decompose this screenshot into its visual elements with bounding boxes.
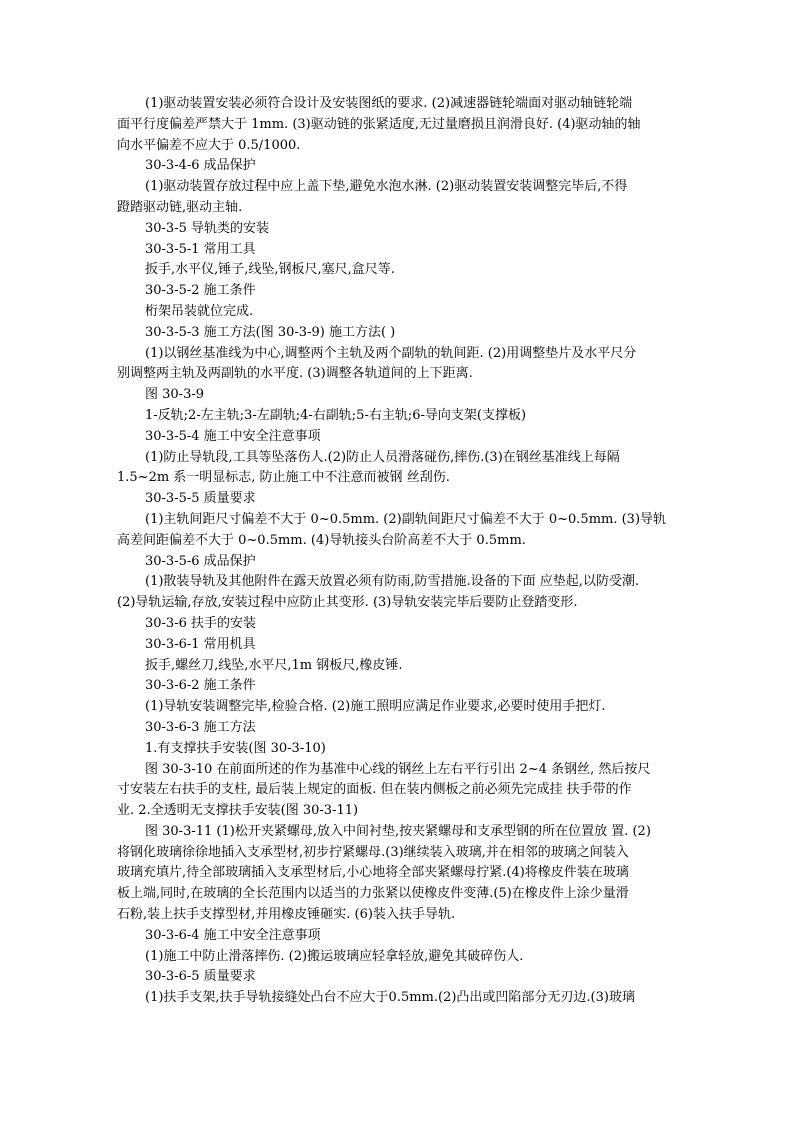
section-heading: 30-3-5-2 施工条件 bbox=[145, 283, 256, 299]
text-line: 向水平偏差不应大于 0.5/1000. bbox=[117, 137, 301, 153]
section-heading: 30-3-5-5 质量要求 bbox=[145, 491, 256, 507]
text-line: 1.有支撑扶手安装(图 30-3-10) bbox=[145, 740, 326, 756]
section-heading: 30-3-5-1 常用工具 bbox=[145, 241, 256, 257]
section-heading: 30-3-5 导轨类的安装 bbox=[145, 220, 270, 236]
text-line: (1)防止导轨段,工具等坠落伤人.(2)防止人员滑落碰伤,摔伤.(3)在钢丝基准线上每隔 bbox=[145, 449, 620, 465]
text-line: (1)驱动装置安装必须符合设计及安装图纸的要求. (2)减速器链轮端面对驱动轴链轮端 bbox=[145, 96, 633, 111]
text-line: 板上端,同时,在玻璃的全长范围内以适当的力张紧以使橡皮件变薄.(5)在橡皮件上涂少量滑 bbox=[117, 886, 629, 902]
text-line: (2)导轨运输,存放,安装过程中应防止其变形. (3)导轨安装完毕后要防止登踏变形. bbox=[117, 595, 578, 611]
text-line: 业. 2.全透明无支撑扶手安装(图 30-3-11) bbox=[117, 803, 359, 819]
section-heading: 30-3-4-6 成品保护 bbox=[145, 158, 256, 174]
text-line: 寸安装左右扶手的支柱, 最后装上规定的面板. 但在装内侧板之前必须先完成挂 扶手带的作 bbox=[117, 782, 632, 798]
section-heading: 30-3-6-4 施工中安全注意事项 bbox=[145, 927, 321, 943]
text-line: (1)导轨安装调整完毕,检验合格. (2)施工照明应满足作业要求,必要时使用手把灯. bbox=[145, 699, 606, 715]
text-line: 扳手,水平仪,锤子,线坠,钢板尺,塞尺,盒尺等. bbox=[145, 262, 395, 278]
text-line: 石粉,装上扶手支撑型材,并用橡皮锤砸实. (6)装入扶手导轨. bbox=[117, 907, 456, 923]
section-heading: 30-3-6-1 常用机具 bbox=[145, 636, 256, 652]
document-body bbox=[117, 94, 685, 1009]
text-line: 桁架吊装就位完成. bbox=[145, 303, 254, 319]
text-line: 扳手,螺丝刀,线坠,水平尺,1m 钢板尺,橡皮锤. bbox=[145, 657, 403, 673]
text-line: 1.5~2m 系一明显标志, 防止施工中不注意而被钢 丝刮伤. bbox=[117, 470, 450, 486]
section-heading: 30-3-6-2 施工条件 bbox=[145, 678, 256, 694]
text-line: 图 30-3-10 在前面所述的作为基准中心线的钢丝上左右平行引出 2~4 条钢丝, 然后按尺 bbox=[145, 761, 651, 777]
text-line: 别调整两主轨及两副轨的水平度. (3)调整各轨道间的上下距离. bbox=[117, 366, 473, 382]
text-line: 将钢化玻璃徐徐地插入支承型材,初步拧紧螺母.(3)继续装入玻璃,并在相邻的玻璃之间装入 bbox=[117, 844, 629, 860]
section-heading: 30-3-5-6 成品保护 bbox=[145, 553, 256, 569]
text-line: (1)施工中防止滑落摔伤. (2)搬运玻璃应轻拿轻放,避免其破碎伤人. bbox=[145, 948, 524, 964]
text-line: 玻璃充填片,待全部玻璃插入支承型材后,小心地将全部夹紧螺母拧紧.(4)将橡皮件装在玻璃 bbox=[117, 865, 629, 881]
text-line: (1)以钢丝基准线为中心,调整两个主轨及两个副轨的轨间距. (2)用调整垫片及水平尺分 bbox=[145, 345, 637, 361]
text-line: (1)扶手支架,扶手导轨接缝处凸台不应大于0.5mm.(2)凸出或凹陷部分无刃边.(3)玻璃 bbox=[145, 990, 635, 1006]
section-heading: 30-3-6-3 施工方法 bbox=[145, 719, 256, 735]
text-line: 高差间距偏差不大于 0~0.5mm. (4)导轨接头台阶高差不大于 0.5mm. bbox=[117, 532, 526, 548]
section-heading: 30-3-5-4 施工中安全注意事项 bbox=[145, 428, 321, 444]
figure-caption: 图 30-3-9 bbox=[145, 387, 205, 403]
section-heading: 30-3-6-5 质量要求 bbox=[145, 969, 256, 985]
text-line: 图 30-3-11 (1)松开夹紧螺母,放入中间衬垫,按夹紧螺母和支承型钢的所在位置放 置. (2) bbox=[145, 823, 651, 839]
text-line: 面平行度偏差严禁大于 1mm. (3)驱动链的张紧适度,无过量磨损且润滑良好. (4)驱动轴的轴 bbox=[117, 116, 641, 132]
text-line: (1)主轨间距尺寸偏差不大于 0~0.5mm. (2)副轨间距尺寸偏差不大于 0~0.5mm. (3)导轨 bbox=[145, 511, 667, 527]
text-line: (1)散装导轨及其他附件在露天放置必须有防雨,防雪措施.设备的下面 应垫起,以防受潮. bbox=[145, 574, 640, 590]
section-heading: 30-3-5-3 施工方法(图 30-3-9) 施工方法( ) bbox=[145, 324, 396, 340]
section-heading: 30-3-6 扶手的安装 bbox=[145, 615, 257, 631]
text-line: 蹬踏驱动链,驱动主轴. bbox=[117, 199, 243, 215]
figure-legend: 1-反轨;2-左主轨;3-左副轨;4-右副轨;5-右主轨;6-导向支架(支撑板) bbox=[145, 407, 527, 423]
text-line: (1)驱动装置存放过程中应上盖下垫,避免水泡水淋. (2)驱动装置安装调整完毕后,不得 bbox=[145, 179, 628, 195]
